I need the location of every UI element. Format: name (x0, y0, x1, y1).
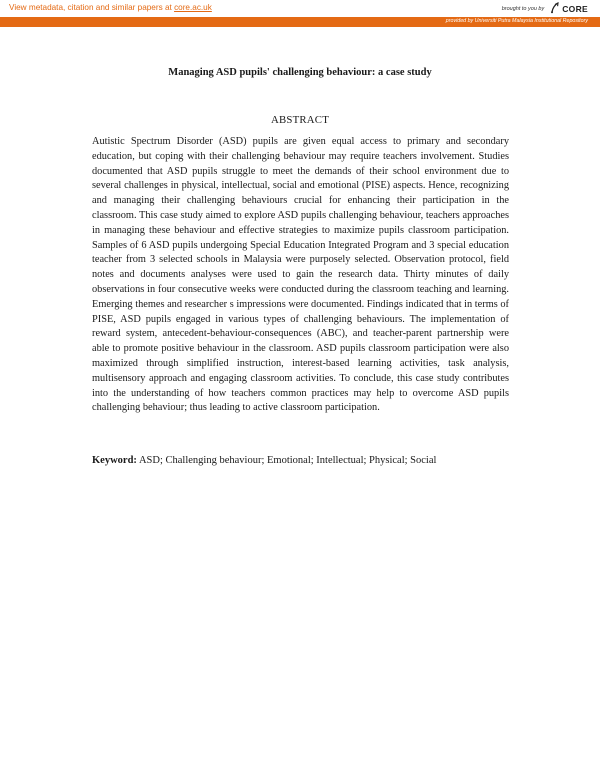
abstract-body: Autistic Spectrum Disorder (ASD) pupils are given equal access to primary and secondary education, but coping with their challenging behaviour may require teachers involvement. Studies documented that ASD pupils struggle to meet the demands of their school environment due to several challenges in physical, intellectual, social and emotional (PISE) aspects. Hence, recognizing and managing their challenging behaviours crucial for enhancing their participation in the classroom. This case study aimed to explore ASD pupils challenging behaviour, teachers approaches in managing these behaviour and effective strategies to maximize pupils classroom participation. Samples of 6 ASD pupils undergoing Special Education Integrated Program and 3 special education teacher from 3 selected schools in Malaysia were purposely selected. Observation protocol, field notes and documents analyses were used to gain the research data. Thirty minutes of daily observations in four consecutive weeks were conducted during the classroom teaching and learning. Emerging themes and researcher s impressions were documented. Findings indicated that in terms of PISE, ASD pupils engaged in various types of challenging behaviours. The implementation of reward system, antecedent-behaviour-consequences (ABC), and teacher-parent partnership were able to promote positive behaviour in the classroom. ASD pupils classroom participation were also maximized through simplified instruction, interest-based learning activities, task analysis, multisensory approach and engaging classroom activities. To conclude, this case study contributes into the understanding of how teachers common practices may help to overcome ASD pupils challenging behaviour; thus leading to active classroom participation. (92, 136, 509, 414)
core-logo-icon (550, 2, 560, 14)
keywords-line (92, 455, 509, 466)
brought-to-you-text: brought to you by (501, 6, 545, 12)
core-ac-uk-link[interactable]: core.ac.uk (174, 3, 212, 12)
view-metadata-link[interactable] (9, 3, 212, 12)
brought-by-core[interactable] (502, 2, 588, 14)
abstract-heading: ABSTRACT (271, 114, 329, 126)
core-top-bar (0, 0, 600, 17)
provided-by-strip (0, 17, 600, 27)
core-logo-text: CORE (562, 4, 588, 14)
keyword-list: ASD; Challenging behaviour; Emotional; Intellectual; Physical; Social (136, 455, 437, 466)
provided-by-text: provided by Universiti Putra Malaysia Institutional Repository (445, 18, 588, 24)
core-banner (0, 0, 600, 27)
paper-title: Managing ASD pupils' challenging behaviour: a case study (168, 67, 432, 78)
metadata-link-text: View metadata, citation and similar papers at (9, 3, 175, 12)
keyword-label: Keyword: (92, 455, 137, 466)
